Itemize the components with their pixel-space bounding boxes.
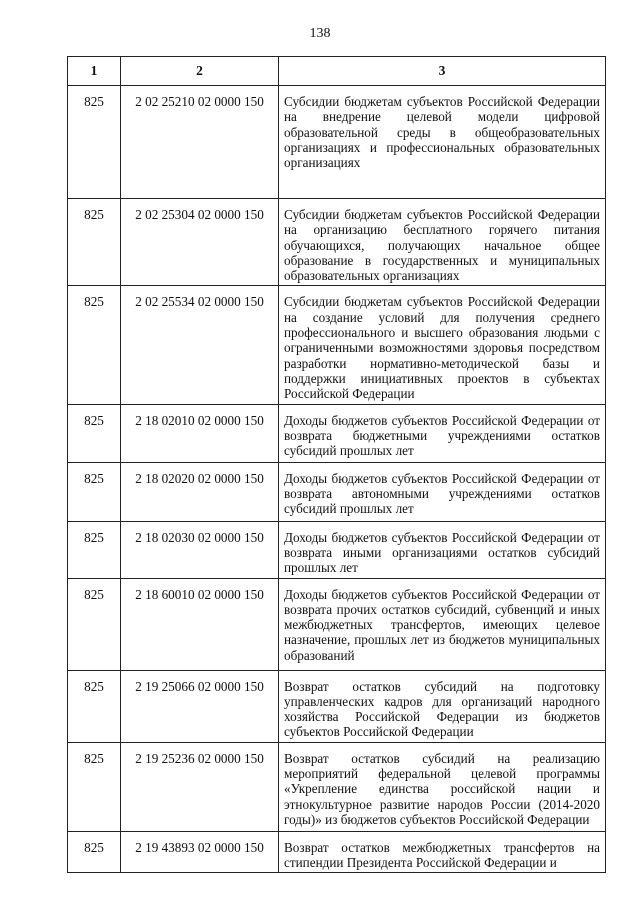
table-row	[68, 831, 606, 873]
budget-code-cell: 2 19 25066 02 0000 150	[121, 670, 279, 742]
admin-code-cell: 825	[68, 670, 121, 742]
table-row	[68, 670, 606, 742]
description-cell: Доходы бюджетов субъектов Российской Федерации от возврата прочих остатков субсидий, субвенций и иных межбюджетных трансфертов, имеющих целевое назначение, прошлых лет из бюджетов муниципальных образований	[279, 578, 606, 670]
description-cell: Доходы бюджетов субъектов Российской Федерации от возврата автономными учреждениями остатков субсидий прошлых лет	[279, 462, 606, 521]
table-row	[68, 286, 606, 404]
budget-code-cell: 2 18 02010 02 0000 150	[121, 404, 279, 462]
admin-code-cell: 825	[68, 462, 121, 521]
table-row	[68, 462, 606, 521]
admin-code-cell: 825	[68, 404, 121, 462]
budget-code-cell: 2 18 02020 02 0000 150	[121, 462, 279, 521]
table-row	[68, 199, 606, 286]
description-cell: Доходы бюджетов субъектов Российской Федерации от возврата иными организациями остатков субсидий прошлых лет	[279, 521, 606, 578]
admin-code-cell: 825	[68, 199, 121, 286]
table-row	[68, 521, 606, 578]
table-row	[68, 742, 606, 831]
budget-code-cell: 2 02 25534 02 0000 150	[121, 286, 279, 404]
table-header-row	[68, 57, 606, 86]
page-number: 138	[309, 26, 331, 41]
table-row	[68, 86, 606, 199]
description-cell: Субсидии бюджетам субъектов Российской Федерации на внедрение целевой модели цифровой образовательной среды в общеобразовательных организациях и профессиональных образовательных организациях	[279, 86, 606, 199]
description-cell: Возврат остатков межбюджетных трансфертов на стипендии Президента Российской Федерации и	[279, 831, 606, 873]
admin-code-cell: 825	[68, 286, 121, 404]
admin-code-cell: 825	[68, 742, 121, 831]
description-cell: Возврат остатков субсидий на подготовку управленческих кадров для организаций народного хозяйства Российской Федерации из бюджетов субъектов Российской Федерации	[279, 670, 606, 742]
budget-code-cell: 2 19 43893 02 0000 150	[121, 831, 279, 873]
admin-code-cell: 825	[68, 86, 121, 199]
admin-code-cell: 825	[68, 831, 121, 873]
admin-code-cell: 825	[68, 578, 121, 670]
budget-code-cell: 2 02 25304 02 0000 150	[121, 199, 279, 286]
table-row	[68, 404, 606, 462]
description-cell: Возврат остатков субсидий на реализацию мероприятий федеральной целевой программы «Укрепление единства российской нации и этнокультурное развитие народов России (2014-2020 годы)» из бюджетов субъектов Российской Федерации	[279, 742, 606, 831]
description-cell: Субсидии бюджетам субъектов Российской Федерации на организацию бесплатного горячего питания обучающихся, получающих начальное общее образование в государственных и муниципальных образовательных организациях	[279, 199, 606, 286]
column-header-2: 2	[121, 57, 279, 86]
table-row	[68, 578, 606, 670]
budget-code-cell: 2 19 25236 02 0000 150	[121, 742, 279, 831]
budget-code-cell: 2 02 25210 02 0000 150	[121, 86, 279, 199]
admin-code-cell: 825	[68, 521, 121, 578]
description-cell: Доходы бюджетов субъектов Российской Федерации от возврата бюджетными учреждениями остатков субсидий прошлых лет	[279, 404, 606, 462]
budget-code-cell: 2 18 60010 02 0000 150	[121, 578, 279, 670]
revenue-codes-table	[67, 56, 606, 873]
description-cell: Субсидии бюджетам субъектов Российской Федерации на создание условий для получения среднего профессионального и высшего образования людьми с ограниченными возможностями здоровья посредством разработки нормативно-методической базы и поддержки инициативных проектов в субъектах Российской Федерации	[279, 286, 606, 404]
budget-code-cell: 2 18 02030 02 0000 150	[121, 521, 279, 578]
column-header-1: 1	[68, 57, 121, 86]
column-header-3: 3	[279, 57, 606, 86]
